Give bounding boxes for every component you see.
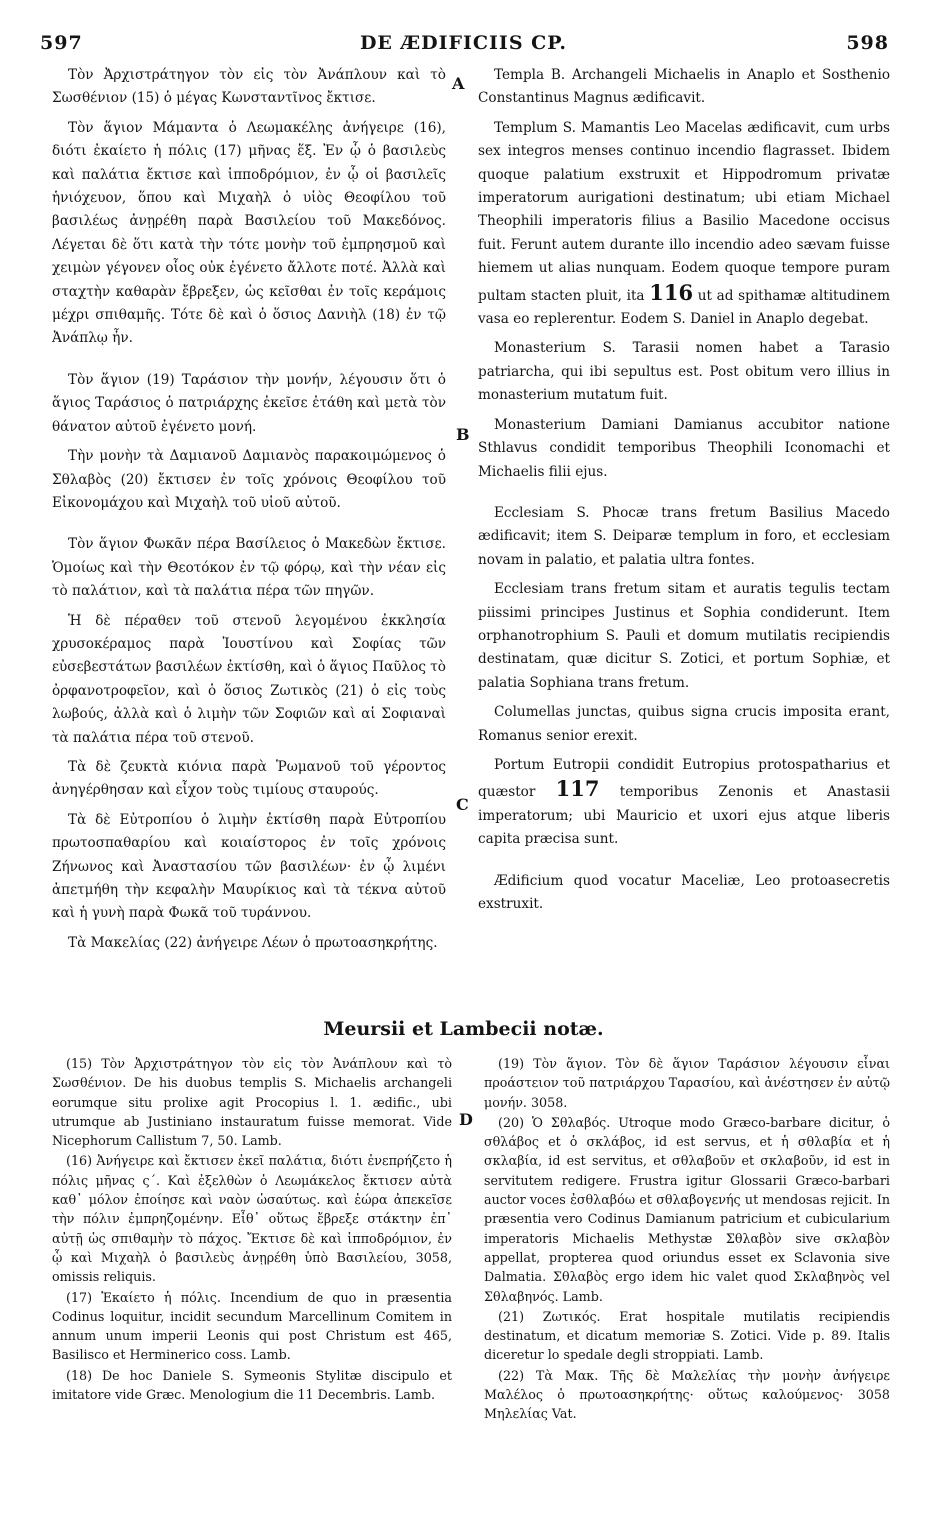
latin-paragraph: Columellas junctas, quibus signa crucis imposita erant, Romanus senior erexit.: [478, 704, 890, 744]
footnote: (15) Τὸν Ἀρχιστράτηγον τὸν εἰς τὸν Ἀνάπλουν καὶ τὸ Σωσθένιον. De his duobus templis S. Michaelis archangeli eorumque situ prolixe agit Procopius l. 1. ædific., ubi utrumque ab Justiniano instauratum fuisse memorat. Vide Nicephorum Callistum 7, 50. Lamb.: [52, 1056, 452, 1149]
footnote: (19) Τὸν ἅγιον. Τὸν δὲ ἅγιον Ταράσιον λέγουσιν εἶναι προάστειον τοῦ πατριάρχου Ταρασίου, καὶ ἀνέστησεν ἐν αὐτῷ μονήν. 3058.: [484, 1056, 890, 1110]
greek-paragraph: Τὸν Ἀρχιστράτηγον τὸν εἰς τὸν Ἀνάπλουν καὶ τὸ Σωσθένιον (15) ὁ μέγας Κωνσταντῖνος ἔκτισε.: [52, 67, 446, 107]
greek-paragraph: Τὰ δὲ ζευκτὰ κιόνια παρὰ Ῥωμανοῦ τοῦ γέροντος ἀνηγέρθησαν καὶ εἶχον τοὺς τιμίους σταυρούς.: [52, 758, 446, 799]
margin-marker-d: D: [459, 1110, 473, 1129]
margin-marker-a: A: [452, 74, 465, 93]
greek-paragraph: Τὰ Μακελίας (22) ἀνήγειρε Λέων ὁ πρωτοασηκρήτης.: [68, 934, 438, 951]
latin-paragraph: Ecclesiam trans fretum sitam et auratis tegulis tectam piissimi principes Justinus et Sophia condiderunt. Item orphanotrophium S. Pauli et domum mutilatis recipiendis destinatam, quæ dicitur S. Zotici, et portum Sophiæ, et palatia Sophiana trans fretum.: [478, 581, 890, 691]
footnote: (21) Ζωτικός. Erat hospitale mutilatis recipiendis destinatum, et dicatum memoriæ S. Zotici. Vide p. 89. Italis diceretur lo spedale degli stroppiati. Lamb.: [484, 1308, 890, 1363]
running-title: DE ÆDIFICIIS CP.: [359, 32, 568, 54]
footnote: (22) Τὰ Μακ. Τῆς δὲ Μαλελίας τὴν μονὴν ἀνήγειρε Μαλέλος ὁ πρωτοασηκρήτης· οὕτως καλούμενος· 3058 Μηλελίας Vat.: [484, 1367, 890, 1422]
footnote: (20) Ὁ Σθλαβός. Utroque modo Græco-barbare dicitur, ὁ σθλάβος et ὁ σκλάβος, id est servus, et ἡ σθλαβία et ἡ σκλαβία, id est servitus, et σθλαβοῦν et σκλαβοῦν, id est in servitutem redigere. Frustra igitur Glossarii Græco-barbari auctor voces ἐσθλαβόω et σθλαβογενής ut mendosas rejicit. In præsentia vero Codinus Damianum patricium et cubicularium imperatoris Michaelis Methystæ Σθλαβὸν sive σκλαβὸν appellat, propterea quod oriundus esset ex Sclavonia sive Dalmatia. Σθλαβὸς ergo idem hic valet quod Σκλαβηνὸς vel Σθλαβηνός. Lamb.: [484, 1114, 890, 1304]
notes-heading: Meursii et Lambecii notæ.: [323, 1018, 604, 1040]
notes-left-column: [52, 1054, 452, 1405]
greek-paragraph: Τὰ δὲ Εὐτροπίου ὁ λιμὴν ἐκτίσθη παρὰ Εὐτροπίου πρωτοσπαθαρίου καὶ κοιαίστορος ἐν τοῖς χρόνοις Ζήνωνος καὶ Ἀναστασίου τῶν βασιλέων· ἐν ᾧ λιμένι ἀπετμήθη τὴν κεφαλὴν Μαυρίκιος καὶ τὰ τέκνα αὐτοῦ καὶ ἡ γυνὴ παρὰ Φωκᾶ τοῦ τυράννου.: [52, 811, 446, 922]
notes-right-column: [484, 1054, 890, 1425]
latin-text-column: [478, 64, 890, 922]
latin-paragraph: Portum Eutropii condidit Eutropius protospatharius et quæstor 117 temporibus Zenonis et Anastasii imperatorum; ubi Mauricio et uxori ejus atque liberis capita præcisa sunt.: [478, 756, 890, 848]
latin-paragraph: Templum S. Mamantis Leo Macelas ædificavit, cum urbs sex integros menses continuo incendio flagrasset. Ibidem quoque palatium exstruxit et Hippodromum privatæ imperatorum aurigationi destinatum; ubi etiam Michael Theophili imperatoris filius a Basilio Macedone occisus fuit. Ferunt autem durante illo incendio adeo sævam fuisse hiemem ut alias nunquam. Eodem quoque tempore puram pultam stacten pluit, ita 116 ut ad spithamæ altitudinem vasa eo replerentur. Eodem S. Daniel in Anaplo degebat.: [478, 119, 890, 328]
page-number-marker: 117: [555, 776, 600, 802]
latin-paragraph: Templa B. Archangeli Michaelis in Anaplo et Sosthenio Constantinus Magnus ædificavit.: [478, 67, 890, 107]
latin-paragraph: Ædificium quod vocatur Maceliæ, Leo protoasecretis exstruxit.: [478, 872, 890, 912]
greek-paragraph: Τὸν ἅγιον Φωκᾶν πέρα Βασίλειος ὁ Μακεδὼν ἔκτισε. Ὁμοίως καὶ τὴν Θεοτόκον ἐν τῷ φόρῳ, καὶ τὴν νέαν εἰς τὸ παλάτιον, καὶ τὰ παλάτια πέρα τῶν πηγῶν.: [52, 536, 446, 600]
greek-paragraph: Τὴν μονὴν τὰ Δαμιανοῦ Δαμιανὸς παρακοιμώμενος ὁ Σθλαβὸς (20) ἔκτισεν ἐν τοῖς χρόνοις Θεοφίλου τοῦ Εἰκονομάχου καὶ Μιχαὴλ τοῦ υἱοῦ αὐτοῦ.: [52, 448, 446, 511]
footnote: (18) De hoc Daniele S. Symeonis Stylitæ discipulo et imitatore vide Græc. Menologium die 11 Decembris. Lamb.: [52, 1367, 452, 1403]
footnote: (17) Ἐκαίετο ἡ πόλις. Incendium de quo in præsentia Codinus loquitur, incidit secundum Marcellinum Comitem in annum unum imperii Leonis qui post Christum est 465, Basilisco et Herminerico coss. Lamb.: [52, 1289, 452, 1363]
greek-paragraph: Ἡ δὲ πέραθεν τοῦ στενοῦ λεγομένου ἐκκλησία χρυσοκέραμος παρὰ Ἰουστίνου καὶ Σοφίας τῶν εὐσεβεστάτων βασιλέων ἐκτίσθη, καὶ ὁ ἅγιος Παῦλος τὸ ὀρφανοτροφεῖον, καὶ ὁ ὅσιος Ζωτικὸς (21) ὁ εἰς τοὺς λωβούς, ἀλλὰ καὶ ὁ λιμὴν τῶν Σοφιῶν καὶ αἱ Σοφιαναὶ τὰ παλάτια πέρα τοῦ στενοῦ.: [52, 612, 446, 746]
latin-paragraph: Monasterium S. Tarasii nomen habet a Tarasio patriarcha, qui ibi sepultus est. Post obitum vero illius in monasterium mutatum fuit.: [478, 340, 890, 404]
margin-marker-c: C: [456, 795, 469, 814]
page-number-left: 597: [40, 32, 83, 54]
footnote: (16) Ἀνήγειρε καὶ ἔκτισεν ἐκεῖ παλάτια, διότι ἐνεπρήζετο ἡ πόλις μῆνας ς΄. Καὶ ἐξελθὼν ὁ Λεωμάκελος ἔκτισεν αὐτὰ καθ᾽ μόλον ἐποίησε καὶ ναὸν ὡσαύτως. καὶ ἑώρα ἀπεκεῖσε τὴν πόλιν ἐμπρηζομένην. Εἶθ᾽ οὕτως ἔβρεξε στάκτην ἐπ᾽ αὐτῇ ὡς σπιθαμὴν τὸ πάχος. Ἔκτισε δὲ καὶ ἱπποδρόμιον, ἐν ᾧ καὶ Μιχαὴλ ὁ βασιλεὺς ἀνῃρέθη ὑπὸ Βασιλείου, 3058, omissis reliquis.: [52, 1153, 452, 1285]
latin-paragraph: Ecclesiam S. Phocæ trans fretum Basilius Macedo ædificavit; item S. Deiparæ templum in foro, et ecclesiam novam in palatio, et palatia ultra fontes.: [478, 504, 890, 568]
margin-marker-b: B: [456, 425, 470, 444]
page-number-marker: 116: [649, 279, 694, 305]
latin-paragraph: Monasterium Damiani Damianus accubitor natione Sthlavus condidit temporibus Theophili Iconomachi et Michaelis filii ejus.: [478, 416, 890, 480]
greek-paragraph: Τὸν ἅγιον (19) Ταράσιον τὴν μονήν, λέγουσιν ὅτι ὁ ἅγιος Ταράσιος ὁ πατριάρχης ἐκεῖσε ἐτάθη καὶ μετὰ τὸν θάνατον αὐτοῦ ἐγένετο μονή.: [52, 371, 446, 435]
greek-text-column: [52, 64, 446, 961]
page-number-right: 598: [846, 32, 889, 54]
greek-paragraph: Τὸν ἅγιον Μάμαντα ὁ Λεωμακέλης ἀνήγειρε (16), διότι ἐκαίετο ἡ πόλις (17) μῆνας ἕξ. Ἐν ᾧ ὁ βασιλεὺς καὶ παλάτια ἔκτισε καὶ ἱπποδρόμιον, ἐν ᾧ οἱ βασιλεῖς ἡνιόχευον, ὅπου καὶ Μιχαὴλ ὁ υἱὸς Θεοφίλου τοῦ βασιλέως ἀνῃρέθη παρὰ Βασιλείου τοῦ Μακεδόνος. Λέγεται δὲ ὅτι κατὰ τὴν τότε μονὴν τοῦ ἐμπρησμοῦ καὶ χειμὼν γέγονεν οἷος οὐκ ἐγένετο ἄλλοτε ποτέ. Ἀλλὰ καὶ σταχτὴν καθαρὰν ἔβρεξεν, ὡς κεῖσθαι ἐν τοῖς κεράμοις μέχρι σπιθαμῆς. Τότε δὲ καὶ ὁ ὅσιος Δανιὴλ (18) ἐν τῷ Ἀνάπλῳ ἦν.: [52, 119, 446, 347]
